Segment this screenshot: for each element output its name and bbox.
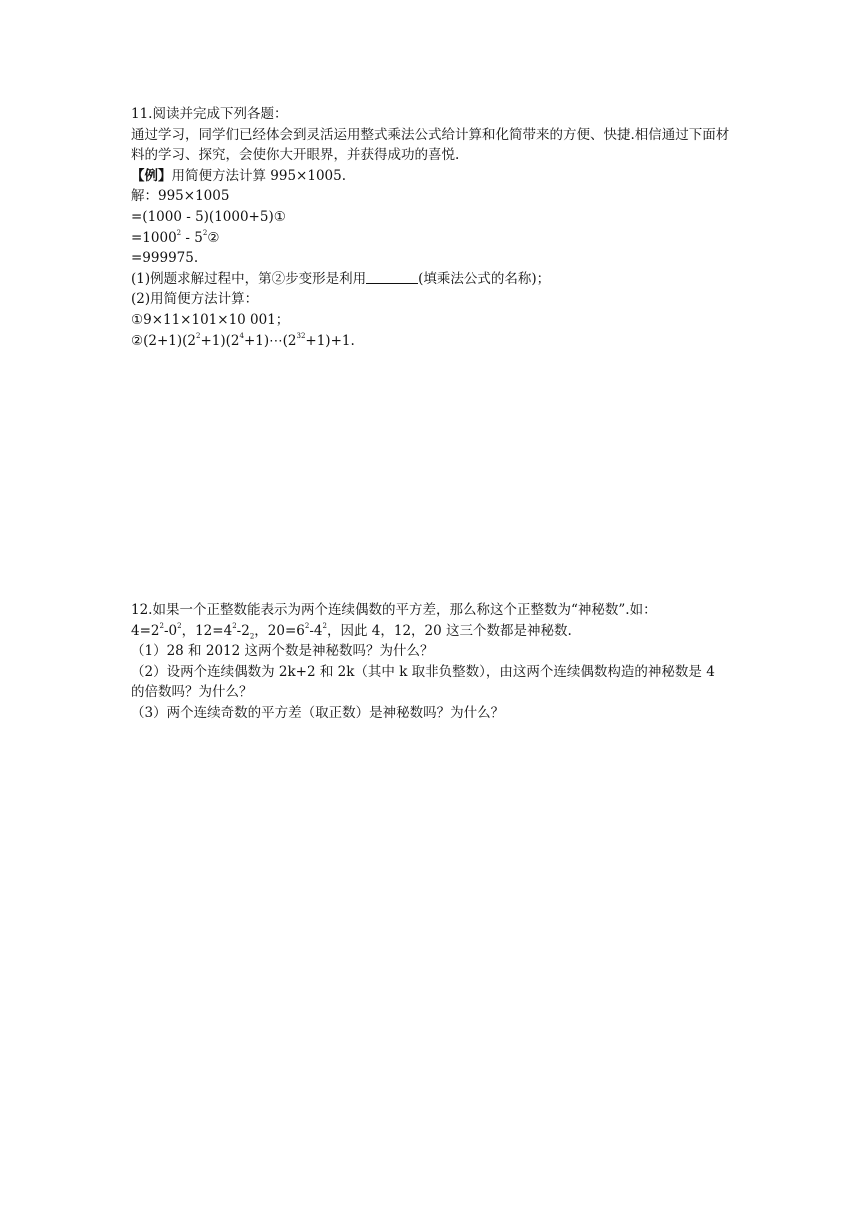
q11-part-1 xyxy=(131,269,731,290)
q12-examples xyxy=(131,621,731,642)
solution-line-4: =999975. xyxy=(131,250,199,267)
ex-e: ，20=6 xyxy=(254,622,305,639)
question-12 xyxy=(131,600,731,724)
q11-title: 11.阅读并完成下列各题： xyxy=(131,106,288,122)
example-text: 用简便方法计算 995×1005. xyxy=(171,167,347,184)
ex-sub-1: 2 xyxy=(249,632,255,641)
solution-line-2: =(1000 - 5)(1000+5)① xyxy=(131,208,286,225)
ex-exp-1: 2 xyxy=(159,622,164,631)
p22-a: ②(2+1)(2 xyxy=(131,332,196,349)
p22-exp-3: 32 xyxy=(296,332,306,341)
ex-exp-5: 2 xyxy=(322,622,327,631)
ex-exp-4: 2 xyxy=(304,622,310,631)
q12-part-1: （1）28 和 2012 这两个数是神秘数吗？为什么？ xyxy=(131,643,434,660)
solution-line-3 xyxy=(131,228,731,249)
sol3-exponent-2: 2 xyxy=(202,229,208,238)
ex-d: -2 xyxy=(236,622,250,639)
q11-part-2-2 xyxy=(131,331,731,352)
ex-c: ，12=4 xyxy=(181,622,233,639)
ex-a: 4=2 xyxy=(131,622,160,639)
q11-part-2: (2)用简便方法计算： xyxy=(131,291,259,308)
p22-c: +1)⋯(2 xyxy=(243,332,297,349)
p22-b: +1)(2 xyxy=(200,332,240,349)
solution-line-1: 解：995×1005 xyxy=(131,188,230,205)
q11-example xyxy=(131,166,731,187)
part1-text: (1)例题求解过程中，第②步变形是利用 xyxy=(131,270,367,287)
q12-title: 12.如果一个正整数能表示为两个连续偶数的平方差，那么称这个正整数为“神秘数”.如： xyxy=(131,602,657,618)
p22-exp-1: 2 xyxy=(195,332,201,341)
ex-g: ，因此 4，12，20 这三个数都是神秘数. xyxy=(326,622,572,639)
p22-exp-2: 4 xyxy=(239,332,244,341)
ex-exp-3: 2 xyxy=(232,622,237,631)
answer-blank[interactable] xyxy=(366,270,418,284)
sol3-exponent-1: 2 xyxy=(176,229,182,238)
question-11 xyxy=(131,104,731,351)
sol3-part-c: ② xyxy=(207,229,220,246)
example-tag: 【例】 xyxy=(131,167,172,184)
ex-exp-2: 2 xyxy=(177,622,182,631)
p22-d: +1)+1. xyxy=(305,332,355,349)
q11-intro: 通过学习，同学们已经体会到灵活运用整式乘法公式给计算和化简带来的方便、快捷.相信通过下面材料的学习、探究，会使你大开眼界，并获得成功的喜悦. xyxy=(131,126,730,164)
q12-part-3: （3）两个连续奇数的平方差（取正数）是神秘数吗？为什么？ xyxy=(131,704,505,721)
ex-f: -4 xyxy=(309,622,323,639)
part1-hint: (填乘法公式的名称)； xyxy=(418,270,551,287)
q11-part-2-1: ①9×11×101×10 001； xyxy=(131,311,290,328)
sol3-part-b: - 5 xyxy=(181,229,203,246)
sol3-part-a: =1000 xyxy=(131,229,177,246)
q12-part-2: （2）设两个连续偶数为 2k+2 和 2k（其中 k 取非负整数），由这两个连续偶数构造的神秘数是 4 的倍数吗？为什么？ xyxy=(131,663,715,701)
ex-b: -0 xyxy=(163,622,178,639)
